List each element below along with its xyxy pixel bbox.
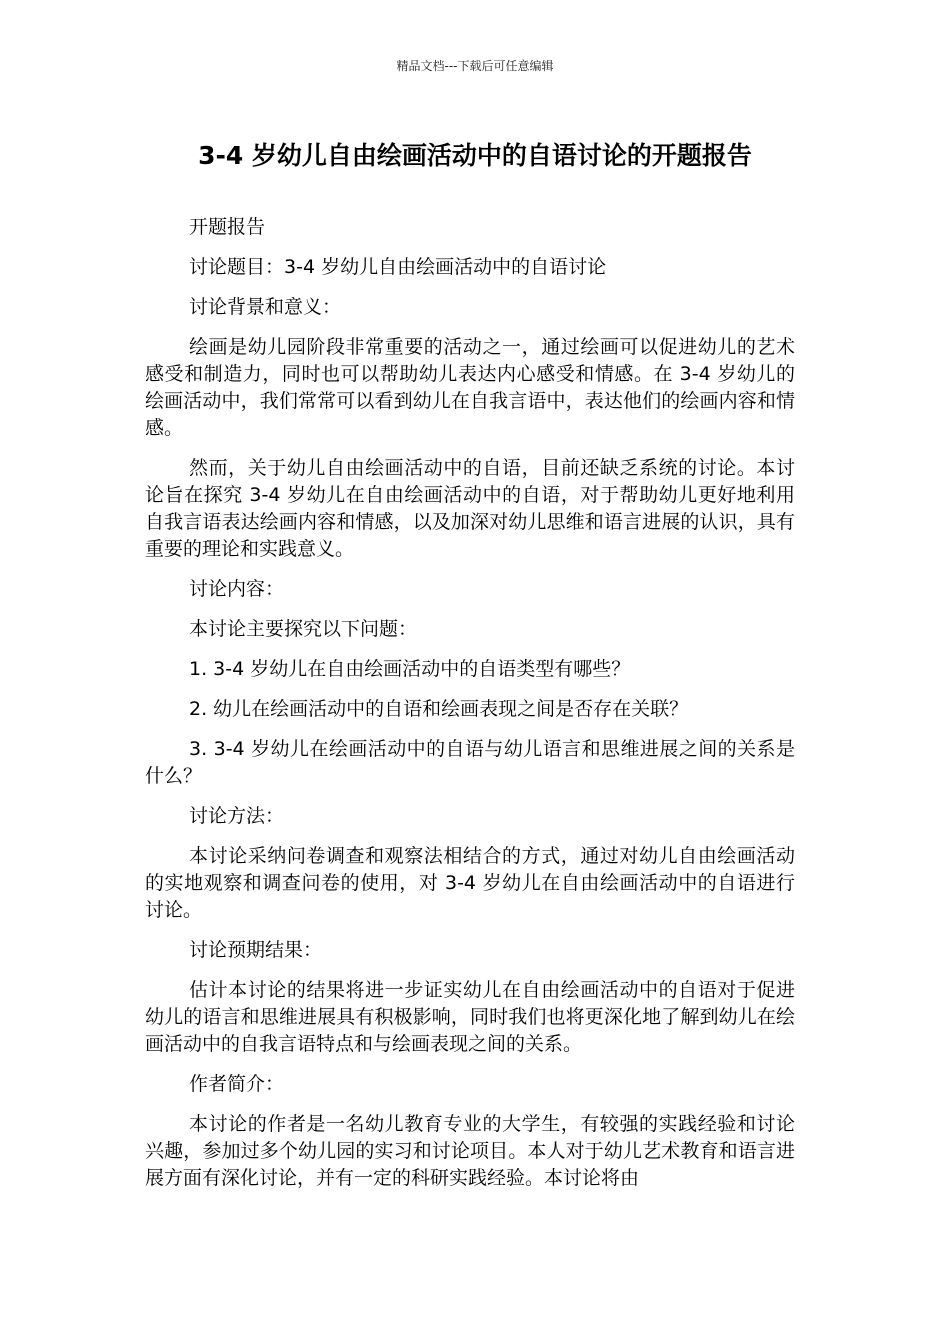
document-body xyxy=(145,214,795,1205)
header-note: 精品文档---下载后可任意编辑 xyxy=(396,59,554,73)
question-1: 1. 3-4 岁幼儿在自由绘画活动中的自语类型有哪些？ xyxy=(189,658,631,680)
background-paragraph-2: 然而，关于幼儿自由绘画活动中的自语，目前还缺乏系统的讨论。本讨论旨在探究 3-4 岁幼儿在自由绘画活动中的自语，对于帮助幼儿更好地利用自我言语表达绘画内容和情感，以及加深对幼儿思维和语言进展的认识，具有重要的理论和实践意义。 xyxy=(145,457,795,560)
method-paragraph: 本讨论采纳问卷调查和观察法相结合的方式，通过对幼儿自由绘画活动的实地观察和调查问卷的使用，对 3-4 岁幼儿在自由绘画活动中的自语进行讨论。 xyxy=(145,845,795,921)
section-heading-content: 讨论内容： xyxy=(189,578,285,600)
topic-line: 讨论题目：3-4 岁幼儿自由绘画活动中的自语讨论 xyxy=(189,256,607,278)
background-paragraph-1: 绘画是幼儿园阶段非常重要的活动之一，通过绘画可以促进幼儿的艺术感受和制造力，同时也可以帮助幼儿表达内心感受和情感。在 3-4 岁幼儿的绘画活动中，我们常常可以看到幼儿在自我言语中，表达他们的绘画内容和情感。 xyxy=(145,336,795,439)
author-paragraph: 本讨论的作者是一名幼儿教育专业的大学生，有较强的实践经验和讨论兴趣，参加过多个幼儿园的实习和讨论项目。本人对于幼儿艺术教育和语言进展方面有深化讨论，并有一定的科研实践经验。本讨论将由 xyxy=(145,1113,795,1189)
question-3: 3. 3-4 岁幼儿在绘画活动中的自语与幼儿语言和思维进展之间的关系是什么？ xyxy=(145,738,795,787)
section-heading-expected-results: 讨论预期结果： xyxy=(189,939,323,961)
question-2: 2. 幼儿在绘画活动中的自语和绘画表现之间是否存在关联？ xyxy=(189,698,689,720)
document-title: 3-4 岁幼儿自由绘画活动中的自语讨论的开题报告 xyxy=(198,141,752,170)
section-heading-background: 讨论背景和意义： xyxy=(189,296,342,318)
expected-results-paragraph: 估计本讨论的结果将进一步证实幼儿在自由绘画活动中的自语对于促进幼儿的语言和思维进展具有积极影响，同时我们也将更深化地了解到幼儿在绘画活动中的自我言语特点和与绘画表现之间的关系。 xyxy=(145,979,795,1055)
section-heading-report: 开题报告 xyxy=(189,216,266,238)
section-heading-method: 讨论方法： xyxy=(189,805,285,827)
content-intro: 本讨论主要探究以下问题： xyxy=(189,618,418,640)
section-heading-author: 作者简介： xyxy=(189,1073,285,1095)
